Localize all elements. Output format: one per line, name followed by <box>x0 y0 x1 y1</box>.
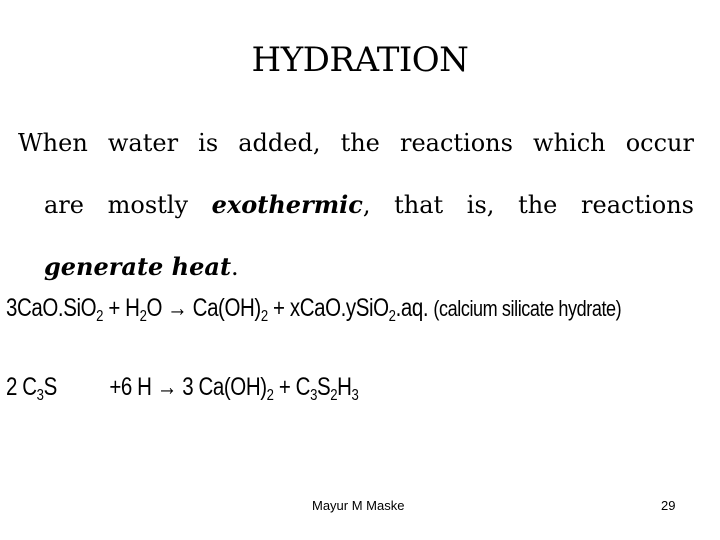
paragraph-text: . <box>231 253 239 281</box>
equation-c3s-hydration <box>6 294 621 326</box>
eq-subscript: 2 <box>266 387 274 404</box>
eq-subscript: 3 <box>310 387 317 404</box>
paragraph-text: are mostly <box>44 191 212 219</box>
eq-term: + xCaO.ySiO <box>267 294 389 322</box>
eq-subscript: 3 <box>351 387 359 404</box>
page-number: 29 <box>661 498 676 513</box>
paragraph-line-2 <box>18 174 694 236</box>
eq-note: (calcium silicate hydrate) <box>433 296 622 321</box>
eq-subscript: 2 <box>330 387 338 404</box>
eq-term: 3 Ca(OH) <box>176 373 267 401</box>
reaction-arrow-icon: → <box>156 373 177 401</box>
body-paragraph <box>18 112 694 298</box>
slide-title: HYDRATION <box>251 40 469 80</box>
reaction-arrow-icon: → <box>167 294 188 322</box>
eq-term: O <box>146 294 168 322</box>
eq-term: .aq. <box>395 294 434 322</box>
eq-term: H <box>337 373 352 401</box>
paragraph-line-3 <box>18 236 694 298</box>
eq-term: Ca(OH) <box>187 294 261 322</box>
eq-subscript: 2 <box>260 308 268 325</box>
eq-subscript: 3 <box>36 387 44 404</box>
paragraph-text: , that is, the reactions <box>362 191 694 219</box>
emphasis-exothermic: exothermic <box>211 190 363 219</box>
eq-term: S <box>43 373 57 401</box>
eq-term: + H <box>103 294 140 322</box>
eq-subscript: 2 <box>139 308 147 325</box>
equation-c3s-short <box>6 373 358 405</box>
eq-term: 3CaO.SiO <box>6 294 97 322</box>
paragraph-line-1: When water is added, the reactions which occur <box>18 129 694 157</box>
eq-term: 2 C <box>6 373 37 401</box>
eq-subscript: 2 <box>388 308 396 325</box>
emphasis-generate-heat: generate heat <box>44 252 232 281</box>
eq-term: S <box>316 373 331 401</box>
eq-subscript: 2 <box>96 308 104 325</box>
eq-term: + C <box>273 373 311 401</box>
eq-term: +6 H <box>109 373 157 401</box>
footer-author: Mayur M Maske <box>312 498 405 513</box>
